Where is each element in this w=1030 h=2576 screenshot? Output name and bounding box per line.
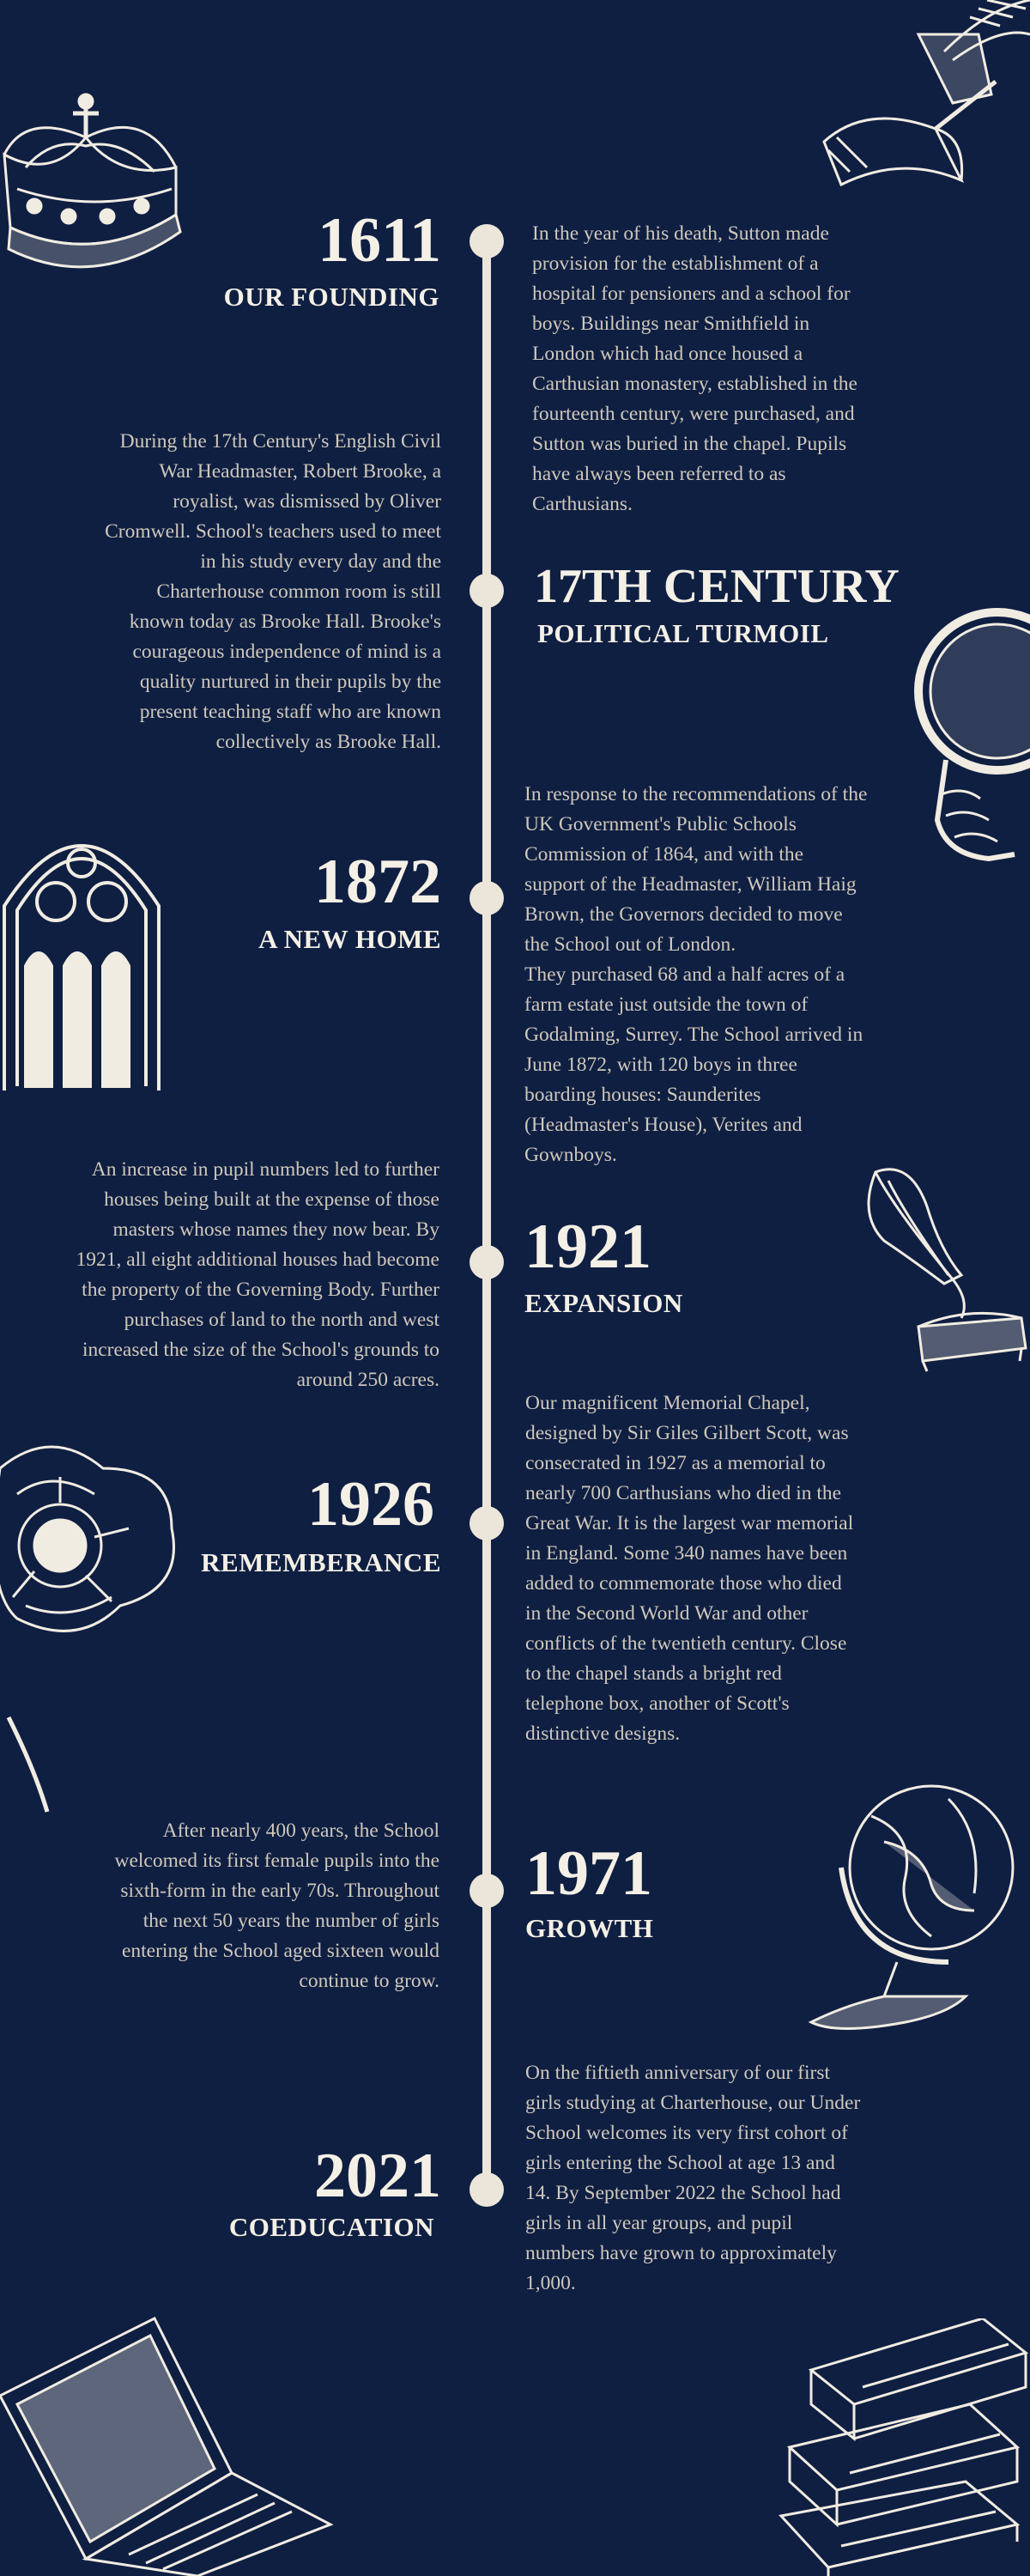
- year-heading-1971: 1971: [525, 1838, 652, 1909]
- year-heading-1921: 1921: [524, 1212, 651, 1282]
- paragraph: In the year of his death, Sutton made provision for the establishment of a hospital for pensioners and a school for boys. Buildings near Smithfield in London which had once housed a Carthusian monastery, established in the fourteenth century, were purchased, and Sutton was buried in the chapel. Pupils have always been referred to as Carthusians.: [532, 222, 857, 515]
- poppy-icon: [0, 1434, 180, 1816]
- subtitle-political-turmoil: POLITICAL TURMOIL: [537, 618, 829, 648]
- subtitle-our-founding: OUR FOUNDING: [223, 282, 439, 312]
- timeline-dot-1872: [470, 881, 504, 915]
- subtitle-a-new-home: A NEW HOME: [258, 924, 441, 954]
- entry-text-17th-century: [102, 427, 441, 757]
- timeline-dot-1971: [470, 1874, 504, 1908]
- paragraph: They purchased 68 and a half acres of a farm estate just outside the town of Godalming, Surrey. The School arrived in June 1872, with 120 boys in three boarding houses: Saunderites (Headmaster's House), Verites and Gownboys.: [524, 963, 863, 1166]
- paragraph: In response to the recommendations of the UK Government's Public Schools Commission of 1864, and with the support of the Headmaster, William Haig Brown, the Governors decided to move the School out of London.: [524, 783, 868, 956]
- year-heading-1926: 1926: [307, 1469, 434, 1540]
- crown-icon: [0, 86, 189, 279]
- paragraph: After nearly 400 years, the School welcomed its first female pupils into the sixth-form in the early 70s. Throughout the next 50 years the number of girls entering the School aged sixteen would continue to grow.: [114, 1820, 439, 1992]
- entry-text-1872: [524, 780, 868, 1170]
- laptop-icon: [0, 2310, 335, 2576]
- paragraph: On the fiftieth anniversary of our first girls studying at Charterhouse, our Under School welcomes its very first cohort of girls entering the School at age 13 and 14. By September 2022 the School had girls in all year groups, and pupil numbers have grown to approximately 1,000.: [525, 2062, 861, 2294]
- paragraph: During the 17th Century's English Civil War Headmaster, Robert Brooke, a royalist, was dismissed by Oliver Cromwell. School's teachers used to meet in his study every day and the Charterhouse common room is still known today as Brooke Hall. Brooke's courageous independence of mind is a quality nurtured in their pupils by the present teaching staff who are known collectively as Brooke Hall.: [105, 430, 441, 753]
- books-icon: [777, 2318, 1030, 2576]
- paragraph: An increase in pupil numbers led to further houses being built at the expense of those masters whose names they now bear. By 1921, all eight additional houses had become the property of the Governing Body. Further purchases of land to the north and west increased the size of the School's grounds to around 250 acres.: [76, 1158, 439, 1391]
- quill-scroll-icon: [815, 0, 1030, 193]
- entry-text-1611: [532, 219, 867, 519]
- magnifying-glass-icon: [912, 597, 1030, 863]
- year-heading-2021: 2021: [314, 2141, 441, 2211]
- gramophone-icon: [858, 1155, 1030, 1374]
- timeline-dot-2021: [470, 2172, 504, 2207]
- timeline-dot-1926: [470, 1506, 504, 1540]
- entry-text-1926: [525, 1388, 860, 1749]
- subtitle-growth: GROWTH: [525, 1913, 654, 1943]
- subtitle-rememberance: REMEMBERANCE: [201, 1547, 441, 1577]
- timeline-dot-17th-century: [470, 574, 504, 608]
- year-heading-1872: 1872: [314, 847, 441, 917]
- timeline-dot-1611: [470, 224, 504, 258]
- year-heading-1611: 1611: [318, 205, 441, 276]
- entry-text-1921: [70, 1155, 439, 1395]
- subtitle-coeducation: COEDUCATION: [228, 2212, 434, 2242]
- gothic-window-icon: [0, 803, 167, 1095]
- entry-text-2021: [525, 2058, 864, 2299]
- paragraph: Our magnificent Memorial Chapel, designed by Sir Giles Gilbert Scott, was consecrated in 1927 as a memorial to nearly 700 Carthusians who died in the Great War. It is the largest war memorial in England. Some 340 names have been added to commemorate those who died in the Second World War and other conflicts of the twentieth century. Close to the chapel stands a bright red telephone box, another of Scott's distinctive designs.: [525, 1392, 854, 1745]
- subtitle-expansion: EXPANSION: [524, 1288, 683, 1318]
- globe-icon: [803, 1765, 1030, 2035]
- timeline-dot-1921: [470, 1245, 504, 1279]
- year-heading-17th-century: 17TH CENTURY: [534, 560, 900, 613]
- entry-text-1971: [96, 1816, 439, 1996]
